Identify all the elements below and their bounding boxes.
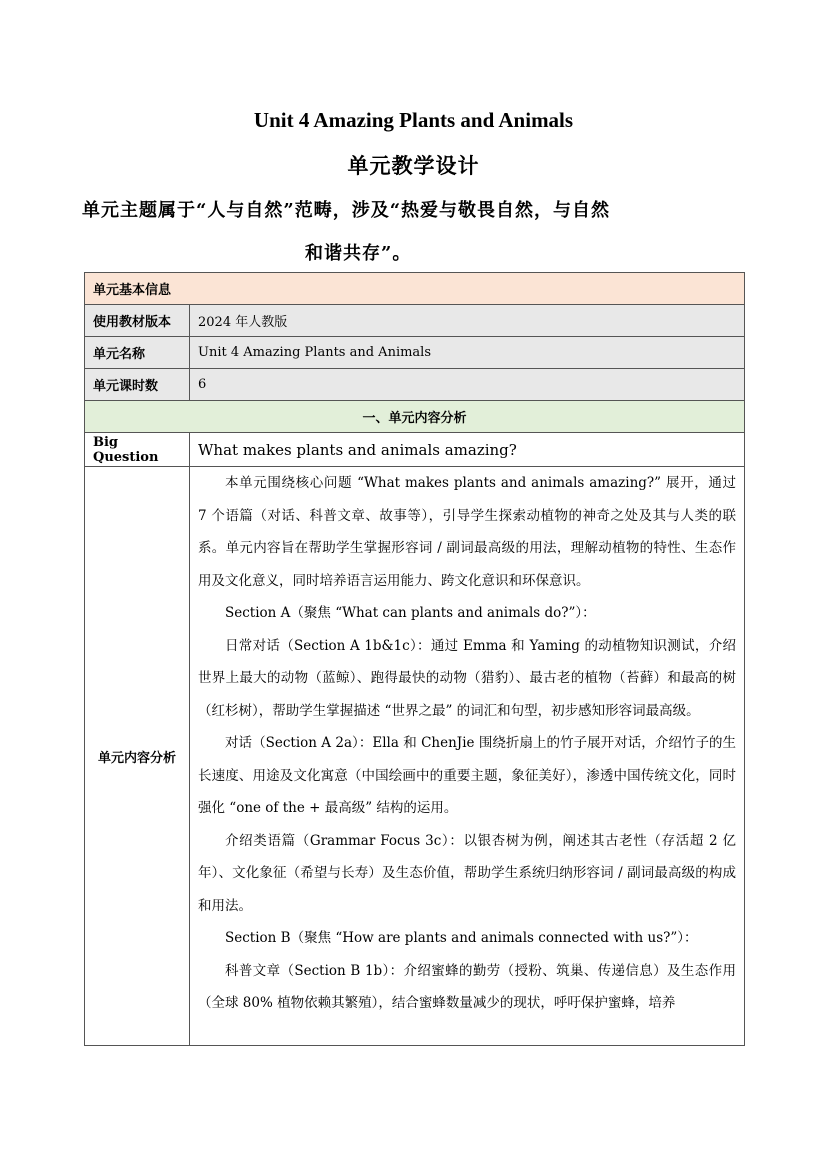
unit-name-label: 单元名称 bbox=[85, 337, 190, 369]
textbook-label: 使用教材版本 bbox=[85, 305, 190, 337]
lesson-count-row bbox=[85, 369, 745, 401]
paragraph: Section B（聚焦 “How are plants and animals connected with us?”）： bbox=[225, 930, 698, 946]
content-analysis-body bbox=[190, 467, 745, 1046]
basic-info-header-row bbox=[85, 273, 745, 305]
paragraph: 本单元围绕核心问题 “What makes plants and animals amazing?” 展开，通过 7 个语篇（对话、科普文章、故事等），引导学生探索动植物的神奇之处及其与人类的联系。单元内容旨在帮助学生掌握形容词 / 副词最高级的用法，理解动植物的特性、生态作用及文化意义，同时培养语言运用能力、跨文化意识和环保意识。 bbox=[198, 475, 737, 589]
textbook-value: 2024 年人教版 bbox=[190, 305, 745, 337]
paragraph: 对话（Section A 2a）：Ella 和 ChenJie 围绕折扇上的竹子展开对话，介绍竹子的生长速度、用途及文化寓意（中国绘画中的重要主题，象征美好），渗透中国传统文化，同时强化 “one of the + 最高级” 结构的运用。 bbox=[198, 735, 737, 816]
analysis-header: 一、单元内容分析 bbox=[85, 401, 745, 433]
textbook-row bbox=[85, 305, 745, 337]
content-analysis-row bbox=[85, 467, 745, 1046]
big-question-value: What makes plants and animals amazing? bbox=[190, 433, 745, 467]
big-question-row bbox=[85, 433, 745, 467]
unit-name-value: Unit 4 Amazing Plants and Animals bbox=[190, 337, 745, 369]
theme-line-1: 单元主题属于“人与自然”范畴，涉及“热爱与敬畏自然，与自然 bbox=[82, 200, 611, 221]
lesson-count-label: 单元课时数 bbox=[85, 369, 190, 401]
paragraph: 日常对话（Section A 1b&1c）：通过 Emma 和 Yaming 的动植物知识测试，介绍世界上最大的动物（蓝鲸）、跑得最快的动物（猎豹）、最古老的植物（苔藓）和最高的树（红杉树），帮助学生掌握描述 “世界之最” 的词汇和句型，初步感知形容词最高级。 bbox=[198, 637, 737, 719]
paragraph: 科普文章（Section B 1b）：介绍蜜蜂的勤劳（授粉、筑巢、传递信息）及生态作用（全球 80% 植物依赖其繁殖），结合蜜蜂数量减少的现状，呼吁保护蜜蜂，培养 bbox=[198, 962, 737, 1011]
unit-title: Unit 4 Amazing Plants and Animals bbox=[253, 108, 574, 132]
unit-info-table bbox=[84, 272, 745, 1046]
paragraph: Section A（聚焦 “What can plants and animals do?”）： bbox=[225, 605, 596, 621]
unit-name-row bbox=[85, 337, 745, 369]
content-analysis-label: 单元内容分析 bbox=[85, 467, 190, 1046]
basic-info-header: 单元基本信息 bbox=[85, 273, 745, 305]
big-question-label: Big Question bbox=[85, 433, 190, 467]
theme-line-2: 和谐共存”。 bbox=[305, 243, 412, 264]
lesson-count-value: 6 bbox=[190, 369, 745, 401]
design-subtitle: 单元教学设计 bbox=[347, 153, 480, 178]
paragraph: 介绍类语篇（Grammar Focus 3c）：以银杏树为例，阐述其古老性（存活超 2 亿年）、文化象征（希望与长寿）及生态价值，帮助学生系统归纳形容词 / 副词最高级的构成和用法。 bbox=[198, 832, 737, 914]
analysis-header-row bbox=[85, 401, 745, 433]
